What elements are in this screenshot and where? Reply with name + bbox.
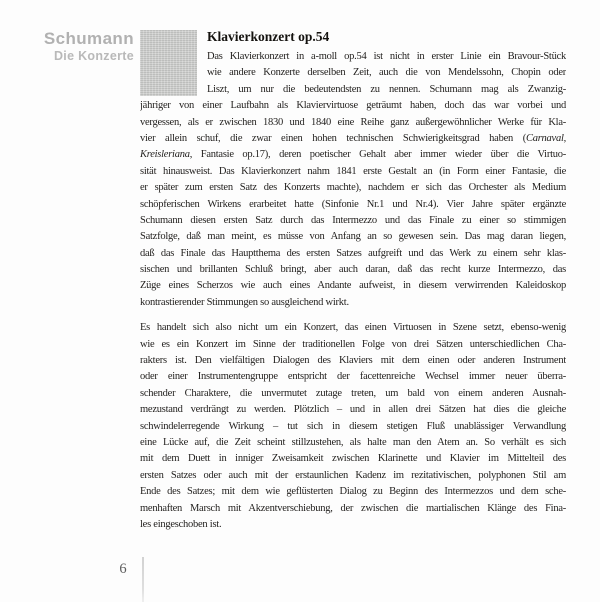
text-line xyxy=(140,501,566,517)
text-segment: , Fantasie op.17), deren poetischer Gehalt aber immer wieder über die Virtuo- xyxy=(189,149,566,161)
text-line xyxy=(140,131,566,147)
text-line xyxy=(140,295,566,311)
text-segment: kontrastierender Stimmungen so ausgleichend wirkt. xyxy=(140,296,349,308)
text-segment: ersten Satzes oder auch mit der erstaunlichen Kadenz im rezitativischen, polyphonen Stil am xyxy=(140,469,566,481)
series-subtitle: Die Konzerte xyxy=(53,49,134,63)
running-head xyxy=(0,29,134,64)
text-segment: les eingeschoben ist. xyxy=(140,518,222,530)
text-segment: wie andere Konzerte derselben Zeit, auch die von Mendelssohn, Chopin oder xyxy=(207,67,566,79)
text-segment: Das Klavierkonzert in a-moll op.54 ist nicht in erster Linie ein Bravour-Stück xyxy=(207,51,566,62)
text-line xyxy=(140,278,566,294)
text-line xyxy=(207,49,566,65)
series-title: Schumann xyxy=(43,29,134,48)
text-line xyxy=(140,262,566,278)
text-segment: er später zum ersten Satz des Konzerts machte), nachdem er sich das Orchester als Medium xyxy=(140,182,566,194)
text-line xyxy=(140,147,566,163)
text-segment: Züge eines Scherzos wie auch eines Andante aufweist, in diesem verwirrenden Kaleidoskop xyxy=(140,280,566,292)
text-segment: Liszt, um nur die bedeutendsten zu nennen. Schumann mag als Zwanzig- xyxy=(207,83,566,95)
paragraph xyxy=(140,49,566,311)
text-line xyxy=(140,98,566,114)
text-segment: menhaften Marsch mit Akzentverschiebung, der zwischen die martialischen Klänge des Fina- xyxy=(140,502,566,514)
text-segment: Satzfolge, daß man meint, es müsse von Anfang an so gewesen sein. Das mag daran liegen, xyxy=(140,231,566,243)
text-line xyxy=(140,484,566,500)
folio-rule-divider xyxy=(142,557,144,602)
text-segment: daß das Finale das Hauptthema des ersten Satzes aufgreift und das Werk zu einem sehr klas- xyxy=(140,247,566,259)
text-line xyxy=(140,353,566,369)
text-line xyxy=(140,369,566,385)
text-line xyxy=(140,164,566,180)
text-line xyxy=(140,246,566,262)
text-line xyxy=(140,435,566,451)
article-column xyxy=(140,28,566,533)
text-line xyxy=(140,197,566,213)
text-segment: oder einer Instrumentengruppe entspricht der facettenreiche Wechsel immer neuer überra- xyxy=(140,371,566,383)
text-segment: Schumann diesen ersten Satz durch das Intermezzo und das Finale zu einer so stimmigen xyxy=(140,214,566,226)
text-segment: wie es ein Konzert im Sinne der traditionellen Folge von drei Sätzen unterschiedlichen Cha- xyxy=(140,338,566,350)
text-segment: sität hinausweist. Das Klavierkonzert nahm 1841 erste Gestalt an (in Form einer Fantasie, die xyxy=(140,165,566,177)
text-segment: Ende des Satzes; mit dem wie geflüsterten Dialog zu Beginn des Intermezzos und dem sche- xyxy=(140,486,566,498)
text-line xyxy=(140,386,566,402)
text-line xyxy=(140,517,566,533)
text-segment: eine Lücke auf, die Zeit scheint stillzustehen, als halte man den Atem an. So verhält es sich xyxy=(140,436,566,448)
article-paragraphs xyxy=(140,49,566,533)
text-segment: sischen und brillanten Schluß bringt, aber auch daran, daß das recht kurze Intermezzo, das xyxy=(140,264,566,276)
text-segment: jähriger von einer Laufbahn als Klaviervirtuose geträumt haben, doch das war vorbei und xyxy=(140,100,566,112)
text-segment: mit dem Duett in inniger Zweisamkeit zwischen Klarinette und Klavier im Mittelteil des xyxy=(140,453,566,465)
article-title: Klavierkonzert op.54 xyxy=(207,29,330,44)
text-line xyxy=(140,320,566,336)
text-line xyxy=(140,337,566,353)
text-segment: schender Charaktere, die unvermutet zutage treten, um bald von einem anderen Ausnah- xyxy=(140,387,566,399)
text-line xyxy=(140,419,566,435)
text-line xyxy=(140,115,566,131)
text-line xyxy=(140,213,566,229)
text-line xyxy=(140,451,566,467)
text-segment: Es handelt sich also nicht um ein Konzert, das einen Virtuosen in Szene setzt, ebenso-wenig xyxy=(140,322,566,334)
text-line xyxy=(140,180,566,196)
italic-work-title: Carnaval, xyxy=(525,132,566,144)
italic-work-title: Kreisleriana xyxy=(140,149,190,161)
page-number: 6 xyxy=(119,561,127,577)
text-segment: rakters ist. Den vielfältigen Dialogen des Klaviers mit dem einen oder anderen Instrument xyxy=(140,355,566,367)
text-line xyxy=(207,82,566,98)
text-line xyxy=(140,229,566,245)
paragraph xyxy=(140,320,566,533)
text-segment: vier allein schuf, die zwar einen hohen technischen Schwierigkeitsgrad haben ( xyxy=(140,132,526,144)
text-segment: schwindelerregende Wirkung – tut sich in diesem stetigen Fluß unablässiger Verwandlung xyxy=(140,420,566,432)
text-line xyxy=(207,65,566,81)
text-segment: schöpferischen Wirkens erarbeitet hatte (Sinfonie Nr.1 und Nr.4). Vier Jahre später ergänzte xyxy=(140,198,566,210)
text-line xyxy=(140,468,566,484)
text-segment: vergessen, als er zwischen 1830 und 1840 eine Reihe ganz außergewöhnlicher Werke für Kla- xyxy=(140,116,566,128)
text-segment: mezustand verdrängt zu werden. Plötzlich – und in allen drei Sätzen hat dies die gleiche xyxy=(140,404,566,416)
photo-placeholder-image xyxy=(140,30,197,96)
text-line xyxy=(140,402,566,418)
